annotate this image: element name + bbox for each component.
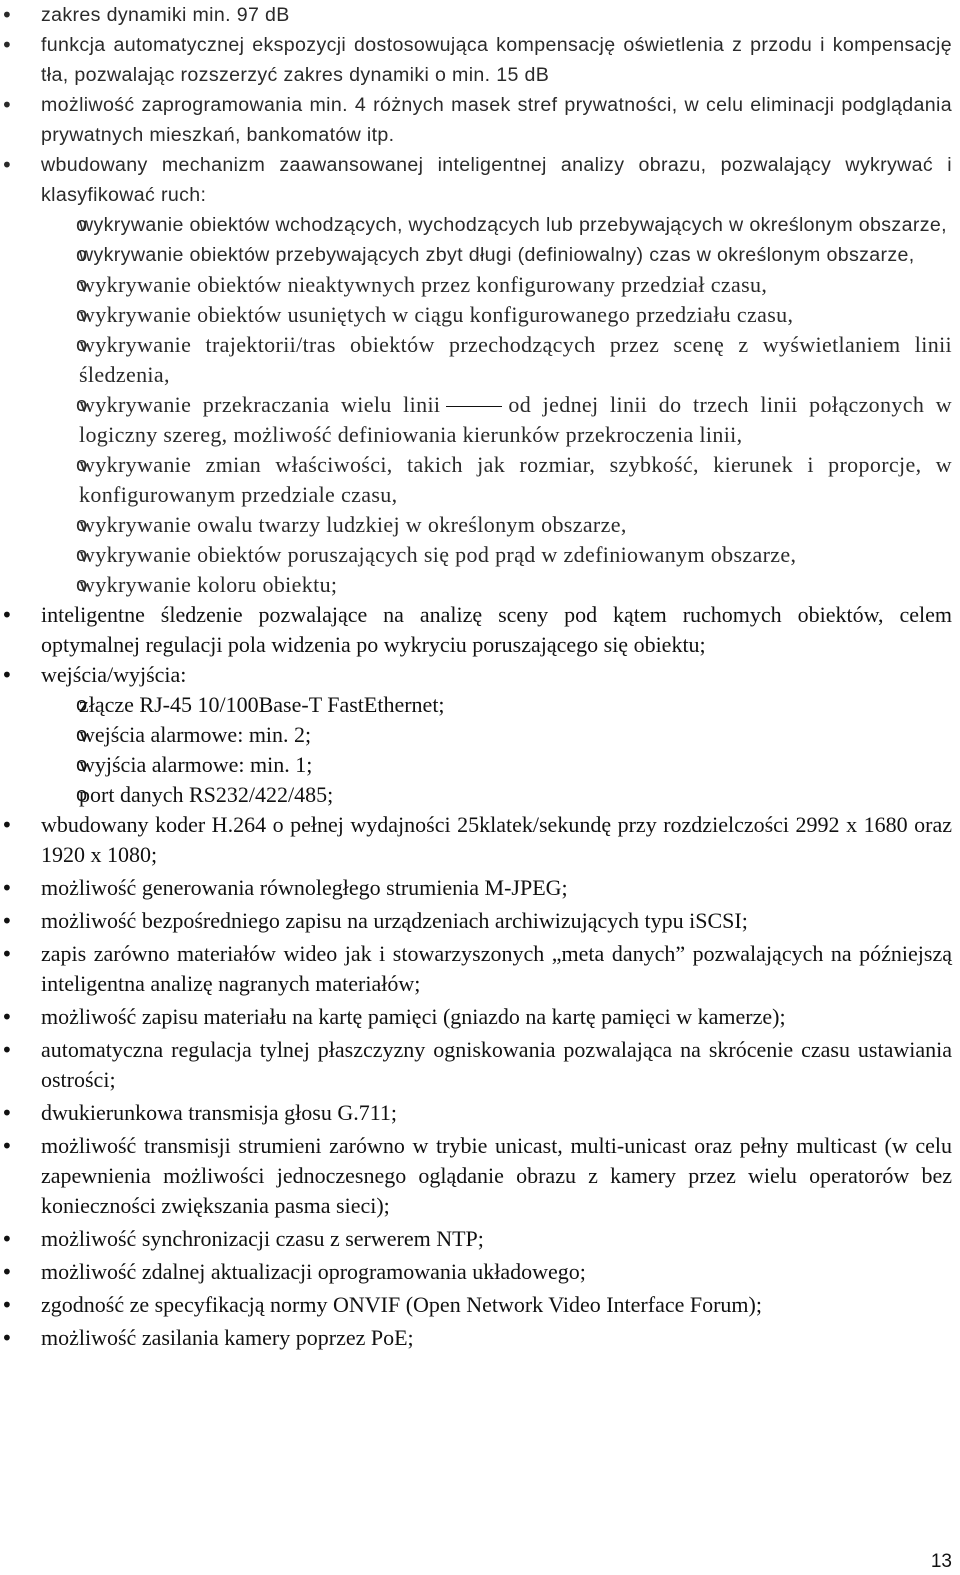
list-item xyxy=(0,0,952,30)
list-item-text: wbudowany koder H.264 o pełnej wydajności 25klatek/sekundę przy rozdzielczości 2992 x 1680 oraz 1920 x 1080; xyxy=(41,812,952,867)
sublist-item-text: wejścia alarmowe: min. 2; xyxy=(79,722,312,747)
list-item xyxy=(0,1290,952,1320)
sublist-item xyxy=(0,750,952,780)
sublist-item-text: wykrywanie obiektów usuniętych w ciągu konfigurowanego przedziału czasu, xyxy=(79,302,794,327)
sublist-item-text: wykrywanie obiektów poruszających się pod prąd w zdefiniowanym obszarze, xyxy=(79,542,797,567)
sublist-item xyxy=(0,390,952,450)
sublist-item xyxy=(0,570,952,600)
sublist-item-text: wyjścia alarmowe: min. 1; xyxy=(79,752,313,777)
list-item-text: możliwość zaprogramowania min. 4 różnych masek stref prywatności, w celu eliminacji podglądania prywatnych mieszkań, bankomatów itp. xyxy=(41,94,952,146)
list-item xyxy=(0,1002,952,1032)
em-dash-line xyxy=(446,406,502,407)
sublist-item-text: wykrywanie trajektorii/tras obiektów przechodzących przez scenę z wyświetlaniem linii śledzenia, xyxy=(79,332,952,387)
list-item xyxy=(0,1224,952,1254)
list-item-text: inteligentne śledzenie pozwalające na analizę sceny pod kątem ruchomych obiektów, celem optymalnej regulacji pola widzenia po wykryciu poruszającego się obiektu; xyxy=(41,602,952,657)
list-item-text: automatyczna regulacja tylnej płaszczyzny ogniskowania pozwalająca na skrócenie czasu ustawiania ostrości; xyxy=(41,1037,952,1092)
list-item xyxy=(0,1323,952,1353)
list-item xyxy=(0,906,952,936)
sublist-item-text: złącze RJ-45 10/100Base-T FastEthernet; xyxy=(79,692,445,717)
sublist-item xyxy=(0,780,952,810)
sublist-item xyxy=(0,720,952,750)
sublist-item-text: wykrywanie zmian właściwości, takich jak rozmiar, szybkość, kierunek i proporcje, w konfigurowanym przedziale czasu, xyxy=(79,452,952,507)
list-item-text: możliwość zasilania kamery poprzez PoE; xyxy=(41,1325,414,1350)
sublist-item xyxy=(0,210,952,240)
sublist-item xyxy=(0,510,952,540)
sublist-item-text: wykrywanie obiektów wchodzących, wychodzących lub przebywających w określonym obszarze, xyxy=(79,214,947,236)
list-item-text: możliwość zdalnej aktualizacji oprogramowania układowego; xyxy=(41,1259,586,1284)
sublist-item-text: wykrywanie koloru obiektu; xyxy=(79,572,338,597)
sublist-item xyxy=(0,540,952,570)
list-item-text: możliwość bezpośredniego zapisu na urządzeniach archiwizujących typu iSCSI; xyxy=(41,908,748,933)
sublist-item-text: port danych RS232/422/485; xyxy=(79,782,334,807)
sublist-item-text: wykrywanie obiektów nieaktywnych przez konfigurowany przedział czasu, xyxy=(79,272,768,297)
sublist-item xyxy=(0,450,952,510)
list-item xyxy=(0,1098,952,1128)
list-item xyxy=(0,90,952,150)
sublist-item xyxy=(0,300,952,330)
list-item-text: możliwość transmisji strumieni zarówno w trybie unicast, multi-unicast oraz pełny multicast (w celu zapewnienia możliwości jednoczesnego oglądanie obrazu z kamery przez wielu operatorów bez konieczności zwiększania pasma sieci); xyxy=(41,1133,952,1218)
list-item-text: zgodność ze specyfikacją normy ONVIF (Open Network Video Interface Forum); xyxy=(41,1292,762,1317)
list-item xyxy=(0,600,952,660)
list-item xyxy=(0,810,952,870)
sublist xyxy=(41,690,952,810)
list-item-text: możliwość generowania równoległego strumienia M-JPEG; xyxy=(41,875,568,900)
sublist-item xyxy=(0,330,952,390)
sublist-item-text: wykrywanie przekraczania wielu linii xyxy=(79,392,441,417)
list-item xyxy=(0,30,952,90)
page-number: 13 xyxy=(930,1551,952,1572)
sublist-item xyxy=(0,270,952,300)
sublist-item-text: od jednej linii do trzech linii połączonych w logiczny szereg, możliwość definiowania kierunków przekroczenia linii, xyxy=(79,392,952,447)
sublist-item-text: wykrywanie owalu twarzy ludzkiej w określonym obszarze, xyxy=(79,512,627,537)
list-item xyxy=(0,150,952,600)
sublist-item xyxy=(0,690,952,720)
list-item-text: możliwość synchronizacji czasu z serwerem NTP; xyxy=(41,1226,484,1251)
list-item xyxy=(0,1131,952,1221)
sublist-item xyxy=(0,240,952,270)
list-item-text: wbudowany mechanizm zaawansowanej inteligentnej analizy obrazu, pozwalający wykrywać i klasyfikować ruch: xyxy=(41,154,952,206)
list-item-text: możliwość zapisu materiału na kartę pamięci (gniazdo na kartę pamięci w kamerze); xyxy=(41,1004,786,1029)
list-item-text: zakres dynamiki min. 97 dB xyxy=(41,4,290,26)
list-item-text: zapis zarówno materiałów wideo jak i stowarzyszonych „meta danych” pozwalających na późniejszą inteligentna analizę nagranych materiałów; xyxy=(41,941,952,996)
list-item-text: funkcja automatycznej ekspozycji dostosowująca kompensację oświetlenia z przodu i kompensację tła, pozwalając rozszerzyć zakres dynamiki o min. 15 dB xyxy=(41,34,952,86)
list-item xyxy=(0,939,952,999)
list-item-text: wejścia/wyjścia: xyxy=(41,662,187,687)
sublist xyxy=(41,210,952,600)
list-item-text: dwukierunkowa transmisja głosu G.711; xyxy=(41,1100,398,1125)
list-item xyxy=(0,660,952,810)
list-item xyxy=(0,1035,952,1095)
list-item xyxy=(0,873,952,903)
sublist-item-text: wykrywanie obiektów przebywających zbyt długi (definiowalny) czas w określonym obszarze, xyxy=(79,244,915,266)
list-item xyxy=(0,1257,952,1287)
